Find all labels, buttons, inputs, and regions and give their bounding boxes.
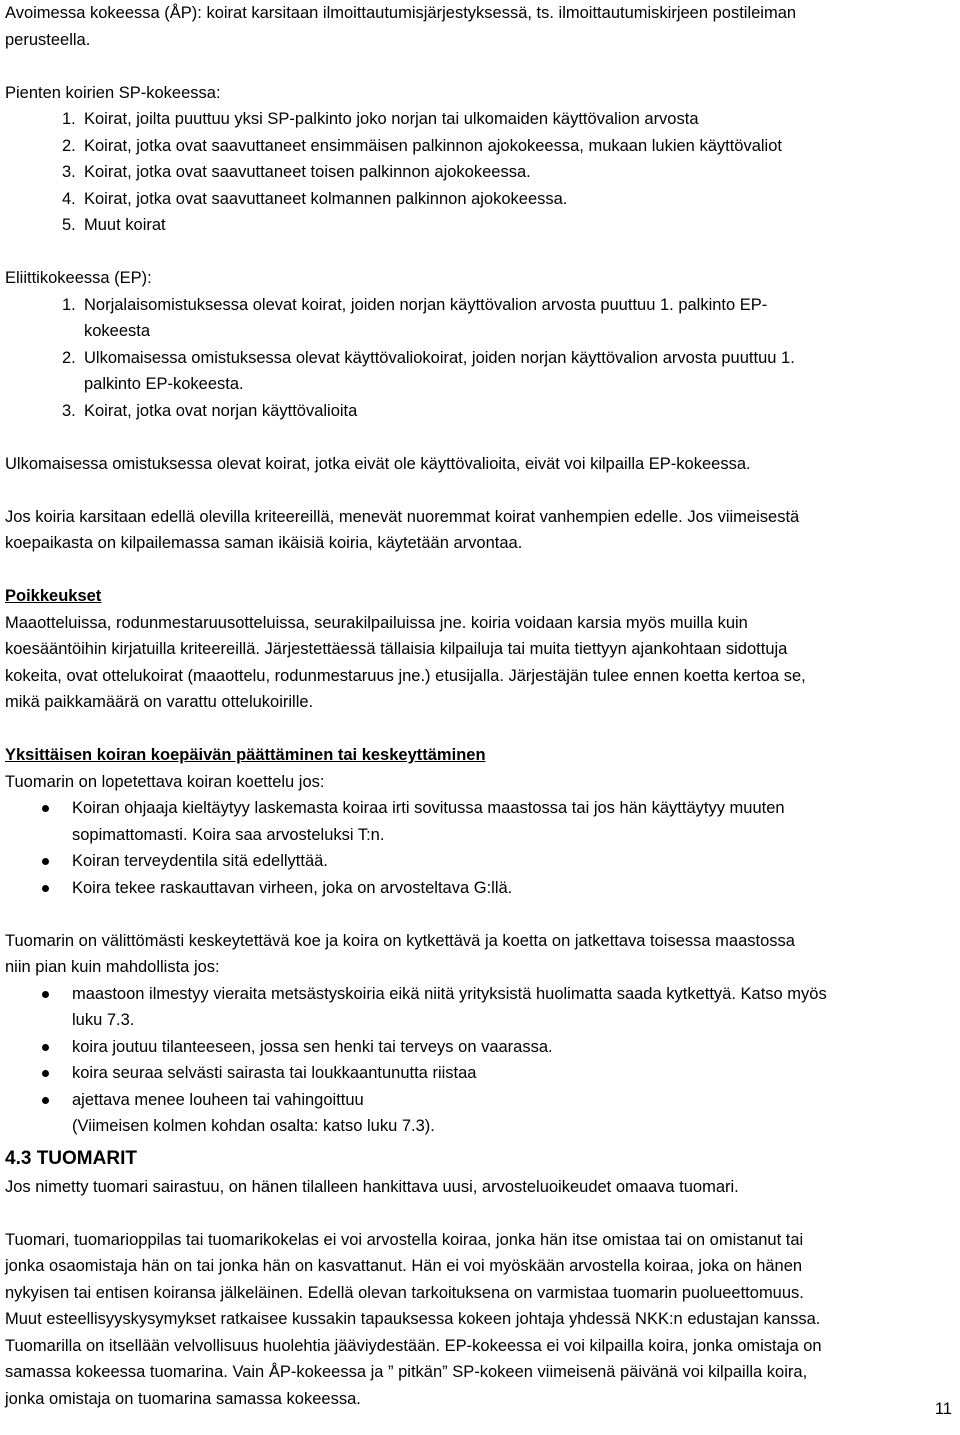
intro-line-1: Avoimessa kokeessa (ÅP): koirat karsitaan ilmoittautumisjärjestyksessä, ts. ilmoittautumiskirjeen postileiman [5, 4, 797, 22]
judges-paragraph-line: samassa kokeessa tuomarina. Vain ÅP-kokeessa ja ” pitkän” SP-kokeen viimeisenä päivänä voi kilpailla koira, [5, 1363, 808, 1381]
bullet-icon [5, 795, 72, 848]
exceptions-heading: Poikkeukset [5, 587, 102, 605]
list-item: 1. Koirat, joilta puuttuu yksi SP-palkinto joko norjan tai ulkomaiden käyttövalion arvosta [62, 110, 699, 128]
judges-paragraph-1: Jos nimetty tuomari sairastuu, on hänen tilalleen hankittava uusi, arvosteluoikeudet omaava tuomari. [5, 1177, 739, 1196]
bullet-icon [5, 848, 72, 875]
judges-paragraph-line: nykyisen tai entisen koiransa jälkeläinen. Edellä olevan tarkoituksena on varmistaa tuomarin puolueettomuus. [5, 1283, 804, 1302]
elite-heading: Eliittikokeessa (EP): [5, 269, 152, 287]
exceptions-line: kokeita, ovat ottelukoirat (maaottelu, rodunmestaruus jne.) etusijalla. Järjestäjän tulee ennen koetta kertoa se, [5, 666, 806, 685]
list-item: ajettava menee louheen tai vahingoittuu [5, 1087, 950, 1114]
bullet-icon [5, 1060, 72, 1087]
list-item: koira seuraa selvästi sairasta tai loukkaantunutta riistaa [5, 1060, 950, 1087]
page-number: 11 [934, 1400, 952, 1418]
termination-heading: Yksittäisen koiran koepäivän päättäminen tai keskeyttäminen [5, 746, 486, 764]
judges-paragraph-line: Tuomarilla on itsellään velvollisuus huolehtia jääviydestään. EP-kokeessa ei voi kilpailla koira, jonka omistaja on [5, 1336, 822, 1355]
judges-paragraph-line: jonka osaomistaja hän on tai jonka hän on kasvattanut. Hän ei voi myöskään arvostella koiraa, joka on hänen [5, 1257, 803, 1275]
document-page [5, 0, 950, 1412]
small-dogs-list [5, 106, 950, 239]
judges-paragraph-line: jonka omistaja on tuomarina samassa kokeessa. [5, 1389, 361, 1408]
list-item: maastoon ilmestyy vieraita metsästyskoiria eikä niitä yrityksistä huolimatta saada kytkettyä. Katso myös luku 7.3. [5, 981, 950, 1034]
list-item: Koiran terveydentila sitä edellyttää. [5, 848, 950, 875]
exceptions-line: mikä paikkamäärä on varattu ottelukoirille. [5, 693, 314, 711]
foreign-owned-note: Ulkomaisessa omistuksessa olevat koirat, jotka eivät ole käyttövalioita, eivät voi kilpailla EP-kokeessa. [5, 454, 751, 473]
interrupt-intro-line-1: Tuomarin on välittömästi keskeytettävä koe ja koira on kytkettävä ja koetta on jatkettava toisessa maastossa [5, 931, 795, 950]
list-item: 3. Koirat, jotka ovat saavuttaneet toisen palkinnon ajokokeessa. [62, 163, 531, 181]
small-dogs-heading: Pienten koirien SP-kokeessa: [5, 83, 221, 102]
bullet-icon [5, 1087, 72, 1114]
list-item: 5. Muut koirat [62, 216, 166, 234]
list-item: Koira tekee raskauttavan virheen, joka on arvosteltava G:llä. [5, 875, 950, 902]
bullet-icon [5, 1034, 72, 1061]
interrupt-note: (Viimeisen kolmen kohdan osalta: katso luku 7.3). [72, 1117, 435, 1135]
list-item: 3. Koirat, jotka ovat norjan käyttövalioita [62, 401, 358, 420]
list-item: 2. Ulkomaisessa omistuksessa olevat käyttövaliokoirat, joiden norjan käyttövalion arvosta puuttuu 1. palkinto EP-kokeesta. [62, 348, 795, 393]
interrupt-bullets [5, 981, 950, 1114]
judges-paragraph-line: Muut esteellisyyskysymykset ratkaisee kussakin tapauksessa kokeen johtaja yhdessä NKK:n edustajan kanssa. [5, 1310, 821, 1328]
elite-list [5, 292, 950, 425]
priority-note-line-2: koepaikasta on kilpailemassa saman ikäisiä koiria, käytetään arvontaa. [5, 534, 523, 552]
bullet-icon [5, 981, 72, 1034]
intro-line-2: perusteella. [5, 30, 91, 49]
list-item: Koiran ohjaaja kieltäytyy laskemasta koiraa irti sovitussa maastossa tai jos hän käyttäytyy muuten sopimattomasti. Koira saa arvosteluksi T:n. [5, 795, 950, 848]
section-heading-judges: 4.3 TUOMARIT [5, 1147, 137, 1169]
priority-note-line-1: Jos koiria karsitaan edellä olevilla kriteereillä, menevät nuoremmat koirat vanhempien edelle. Jos viimeisestä [5, 507, 800, 526]
exceptions-line: Maaotteluissa, rodunmestaruusotteluissa, seurakilpailuissa jne. koiria voidaan karsia myös muilla kuin [5, 613, 748, 632]
list-item: koira joutuu tilanteeseen, jossa sen henki tai terveys on vaarassa. [5, 1034, 950, 1061]
interrupt-intro-line-2: niin pian kuin mahdollista jos: [5, 958, 220, 976]
bullet-icon [5, 875, 72, 902]
exceptions-line: koesääntöihin kirjatuilla kriteereillä. Järjestettäessä tällaisia kilpailuja tai muita tiettyyn ajankohtaan sidottuja [5, 640, 788, 658]
termination-intro: Tuomarin on lopetettava koiran koettelu jos: [5, 772, 325, 791]
list-item: 4. Koirat, jotka ovat saavuttaneet kolmannen palkinnon ajokokeessa. [62, 189, 568, 208]
judges-paragraph-line: Tuomari, tuomarioppilas tai tuomarikokelas ei voi arvostella koiraa, jonka hän itse omistaa tai on omistanut tai [5, 1230, 804, 1249]
list-item: 1. Norjalaisomistuksessa olevat koirat, joiden norjan käyttövalion arvosta puuttuu 1. palkinto EP- kokeesta [62, 295, 768, 340]
list-item: 2. Koirat, jotka ovat saavuttaneet ensimmäisen palkinnon ajokokeessa, mukaan lukien käyttövaliot [62, 136, 782, 155]
termination-bullets [5, 795, 950, 901]
